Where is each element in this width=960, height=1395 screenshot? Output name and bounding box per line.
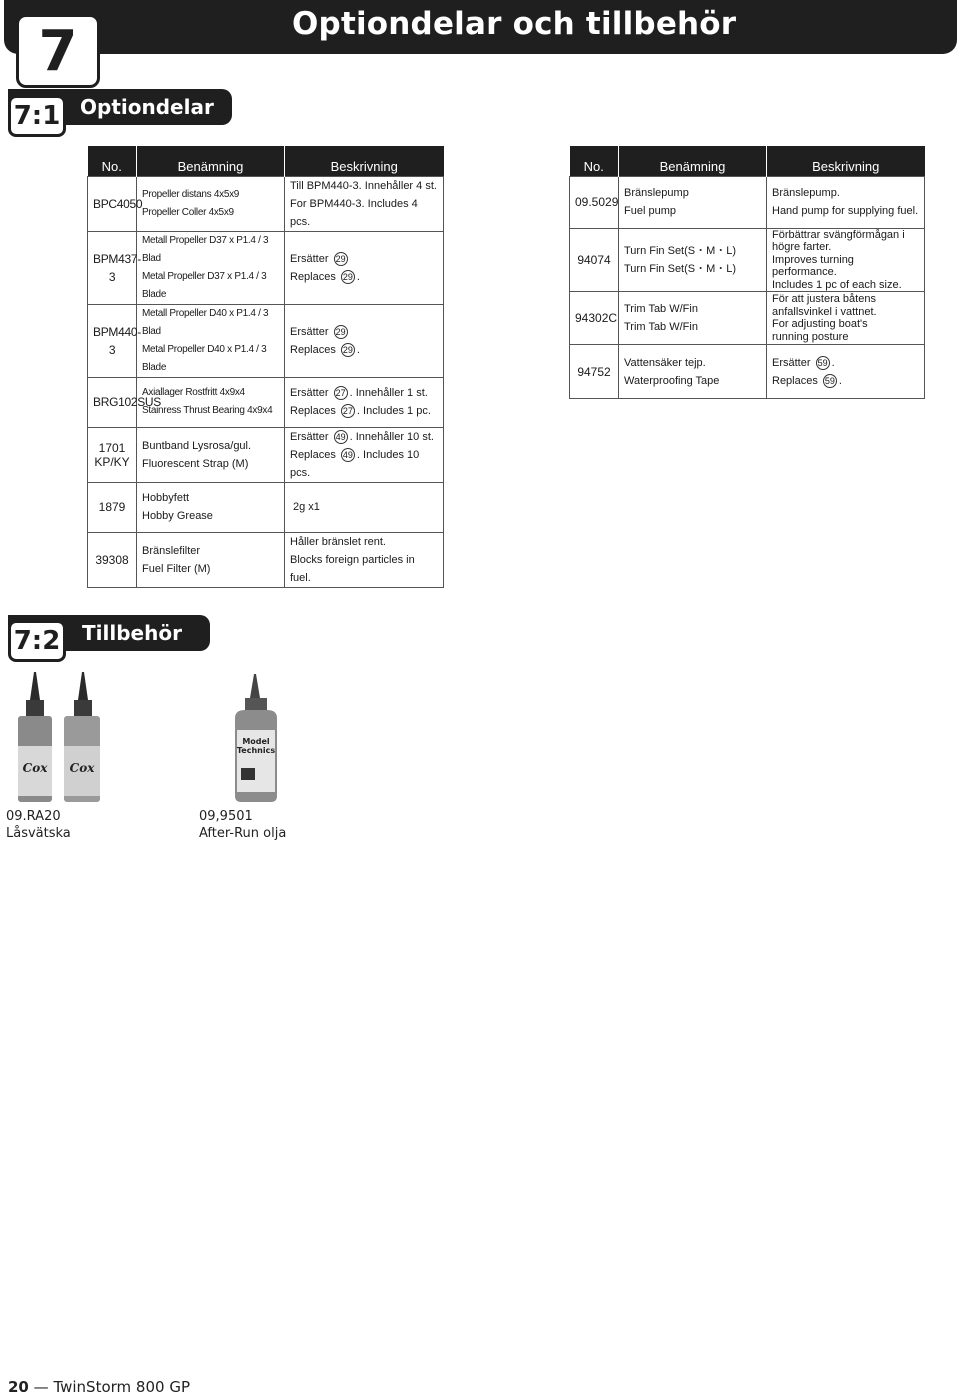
part-desc: Ersätter 29 Replaces 29 . — [285, 304, 444, 377]
table-row — [88, 304, 444, 377]
part-number: 1701 KP/KY — [88, 427, 137, 482]
footer-dash: — — [33, 1378, 49, 1395]
part-desc: Bränslepump. Hand pump for supplying fuel. — [767, 176, 925, 228]
table-row — [88, 427, 444, 482]
section-title: Tillbehör — [82, 621, 182, 645]
table-row — [88, 377, 444, 427]
part-name: Turn Fin Set(S・M・L) Turn Fin Set(S・M・L) — [619, 228, 767, 292]
table-row — [570, 345, 925, 399]
part-name: Buntband Lysrosa/gul. Fluorescent Strap (M) — [137, 427, 285, 482]
page-number: 20 — [8, 1378, 29, 1395]
part-number: 94074 — [570, 228, 619, 292]
svg-text:Cox: Cox — [69, 761, 95, 775]
part-name: Propeller distans 4x5x9 Propeller Coller 4x5x9 — [137, 176, 285, 231]
col-header-name: Benämning — [619, 146, 767, 176]
part-name: Metall Propeller D37 x P1.4 / 3 Blad Metal Propeller D37 x P1.4 / 3 Blade — [137, 231, 285, 304]
part-desc: Ersätter 27 . Innehåller 1 st. Replaces 27 . Includes 1 pc. — [285, 377, 444, 427]
part-number: BPC4050 — [88, 176, 137, 231]
table-row — [570, 176, 925, 228]
table-row — [88, 176, 444, 231]
table-row — [88, 532, 444, 587]
section-number: 7:2 — [8, 620, 66, 662]
part-name: Metall Propeller D40 x P1.4 / 3 Blad Metal Propeller D40 x P1.4 / 3 Blade — [137, 304, 285, 377]
svg-text:Technics: Technics — [236, 746, 276, 755]
right-parts-table — [569, 146, 925, 399]
col-header-no: No. — [88, 146, 137, 176]
part-desc: Håller bränslet rent. Blocks foreign particles in fuel. — [285, 532, 444, 587]
left-parts-table — [87, 146, 444, 588]
col-header-desc: Beskrivning — [767, 146, 925, 176]
section-title: Optiondelar — [80, 95, 214, 119]
table-row — [570, 292, 925, 345]
page-footer — [8, 1378, 190, 1395]
product-name: TwinStorm 800 GP — [53, 1378, 190, 1395]
part-number: 94302C — [570, 292, 619, 345]
chapter-number: 7 — [16, 14, 100, 88]
section-number: 7:1 — [8, 95, 66, 137]
part-desc: Ersätter 29 Replaces 29 . — [285, 231, 444, 304]
col-header-no: No. — [570, 146, 619, 176]
thread-lock-bottles-image — [14, 672, 104, 804]
part-number: 39308 — [88, 532, 137, 587]
part-desc: Till BPM440-3. Innehåller 4 st. For BPM440-3. Includes 4 pcs. — [285, 176, 444, 231]
after-run-oil-bottle-image — [229, 674, 283, 804]
part-number: BPM440-3 — [88, 304, 137, 377]
part-number: 94752 — [570, 345, 619, 399]
accessory-label-after-run: 09,9501 After-Run olja — [199, 809, 287, 841]
page-title: Optiondelar och tillbehör — [292, 6, 737, 42]
part-number: BRG102SUS — [88, 377, 137, 427]
part-name: Bränslepump Fuel pump — [619, 176, 767, 228]
table-row — [570, 228, 925, 292]
part-name: Axiallager Rostfritt 4x9x4 Stainress Thrust Bearing 4x9x4 — [137, 377, 285, 427]
part-name: Trim Tab W/Fin Trim Tab W/Fin — [619, 292, 767, 345]
col-header-desc: Beskrivning — [285, 146, 444, 176]
part-desc: Ersätter 59 . Replaces 59 . — [767, 345, 925, 399]
accessory-label-thread-lock: 09.RA20 Låsvätska — [6, 809, 71, 841]
svg-text:Model: Model — [242, 737, 270, 746]
part-name: Hobbyfett Hobby Grease — [137, 482, 285, 532]
part-number: 09.5029 — [570, 176, 619, 228]
part-name: Bränslefilter Fuel Filter (M) — [137, 532, 285, 587]
part-number: BPM437-3 — [88, 231, 137, 304]
part-desc: 2g x1 — [285, 482, 444, 532]
part-number: 1879 — [88, 482, 137, 532]
part-desc: För att justera båtens anfallsvinkel i vattnet. For adjusting boat's running posture — [767, 292, 925, 345]
part-name: Vattensäker tejp. Waterproofing Tape — [619, 345, 767, 399]
svg-text:Cox: Cox — [22, 761, 48, 775]
col-header-name: Benämning — [137, 146, 285, 176]
table-row — [88, 231, 444, 304]
part-desc: Ersätter 49 . Innehåller 10 st. Replaces 49 . Includes 10 pcs. — [285, 427, 444, 482]
table-row — [88, 482, 444, 532]
part-desc: Förbättrar svängförmågan i högre farter. Improves turning performance. Includes 1 pc of each size. — [767, 228, 925, 292]
